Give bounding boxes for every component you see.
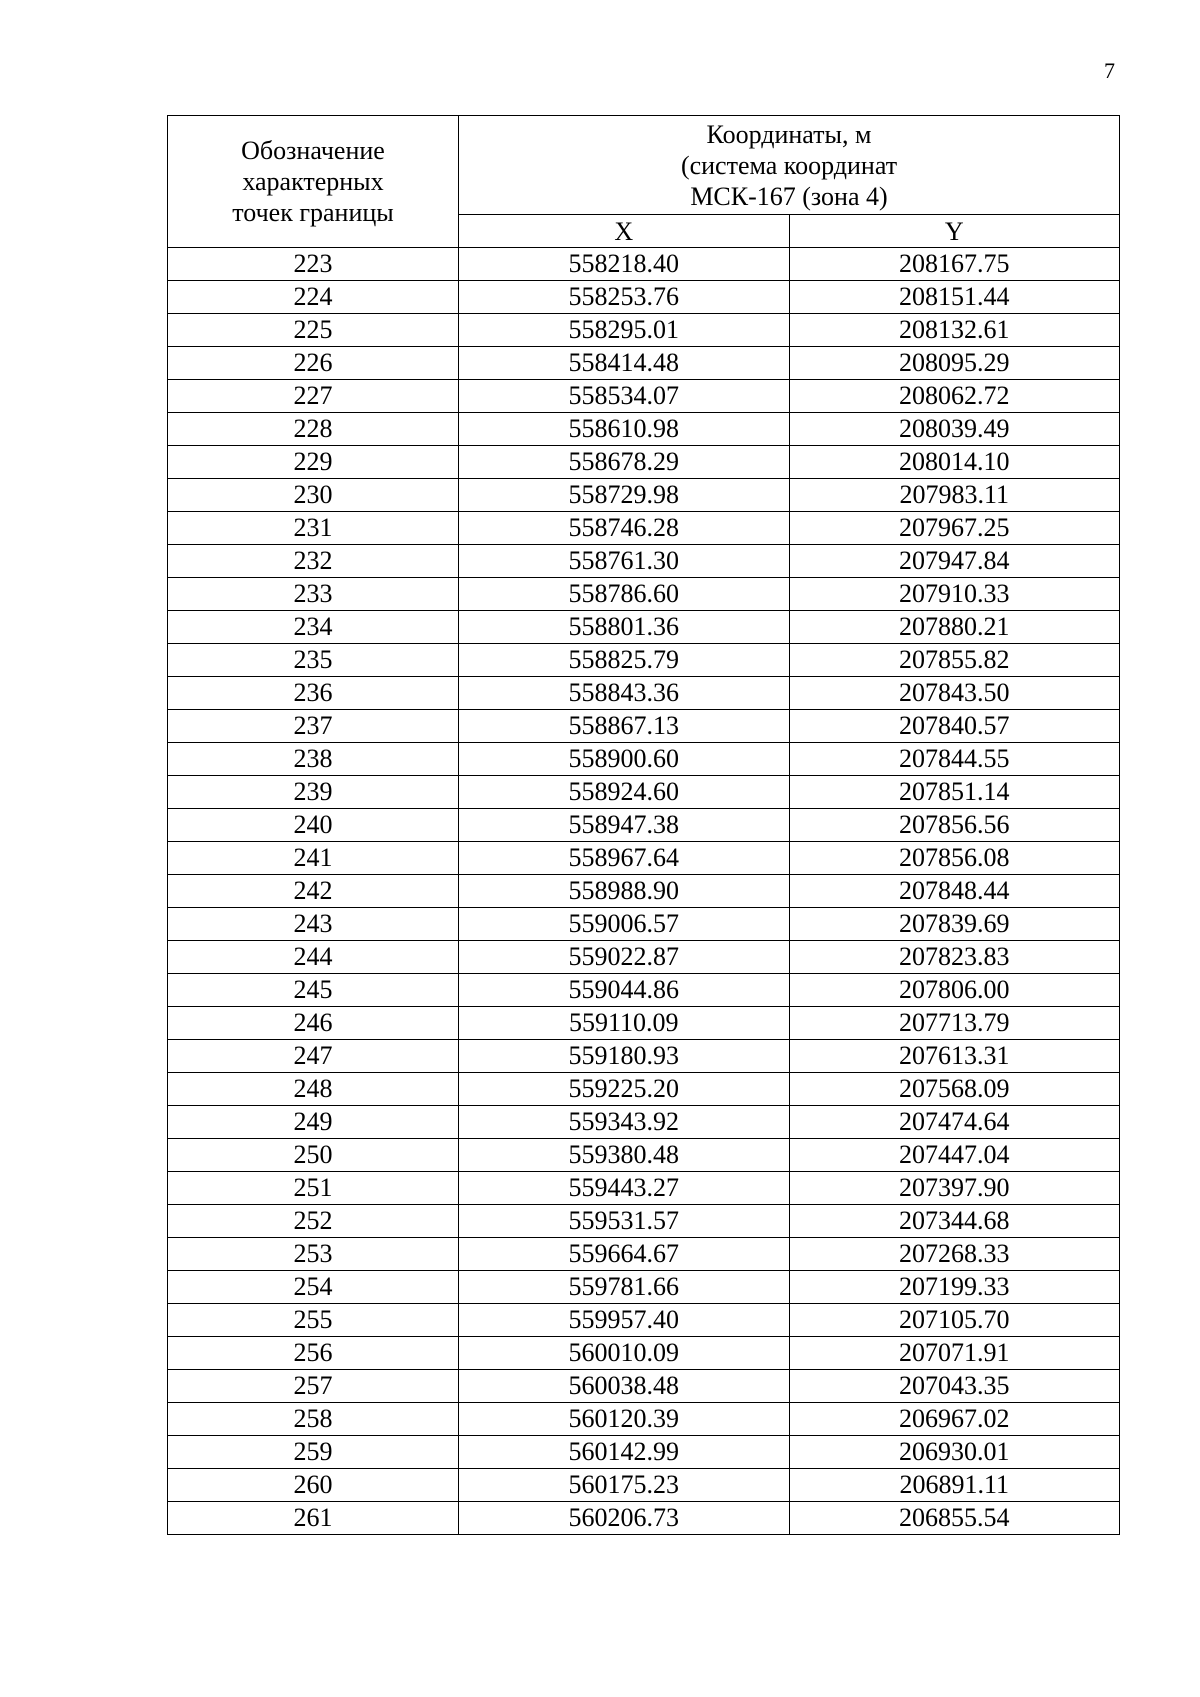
x-coordinate-cell: 558947.38 bbox=[459, 809, 790, 842]
table-row bbox=[168, 644, 1120, 677]
y-coordinate-cell: 207474.64 bbox=[789, 1106, 1120, 1139]
table-row bbox=[168, 578, 1120, 611]
point-cell: 253 bbox=[168, 1238, 459, 1271]
header-row-top bbox=[168, 116, 1120, 215]
point-cell: 252 bbox=[168, 1205, 459, 1238]
table-row bbox=[168, 974, 1120, 1007]
x-coordinate-cell: 560038.48 bbox=[459, 1370, 790, 1403]
y-coordinate-cell: 207967.25 bbox=[789, 512, 1120, 545]
table-row bbox=[168, 347, 1120, 380]
x-coordinate-cell: 558761.30 bbox=[459, 545, 790, 578]
y-coordinate-cell: 207268.33 bbox=[789, 1238, 1120, 1271]
x-coordinate-cell: 559110.09 bbox=[459, 1007, 790, 1040]
x-coordinate-cell: 559957.40 bbox=[459, 1304, 790, 1337]
table-row bbox=[168, 1007, 1120, 1040]
table-row bbox=[168, 1172, 1120, 1205]
x-coordinate-cell: 558414.48 bbox=[459, 347, 790, 380]
point-cell: 227 bbox=[168, 380, 459, 413]
table-body bbox=[168, 248, 1120, 1535]
point-cell: 254 bbox=[168, 1271, 459, 1304]
y-coordinate-cell: 207851.14 bbox=[789, 776, 1120, 809]
y-coordinate-cell: 208062.72 bbox=[789, 380, 1120, 413]
point-cell: 235 bbox=[168, 644, 459, 677]
y-coordinate-cell: 207855.82 bbox=[789, 644, 1120, 677]
x-coordinate-cell: 558786.60 bbox=[459, 578, 790, 611]
x-coordinate-cell: 559225.20 bbox=[459, 1073, 790, 1106]
x-coordinate-cell: 559006.57 bbox=[459, 908, 790, 941]
table-row bbox=[168, 512, 1120, 545]
table-row bbox=[168, 875, 1120, 908]
table-row bbox=[168, 677, 1120, 710]
y-coordinate-cell: 207806.00 bbox=[789, 974, 1120, 1007]
point-cell: 250 bbox=[168, 1139, 459, 1172]
x-coordinate-cell: 559781.66 bbox=[459, 1271, 790, 1304]
y-coordinate-cell: 207613.31 bbox=[789, 1040, 1120, 1073]
table-row bbox=[168, 908, 1120, 941]
y-coordinate-cell: 207568.09 bbox=[789, 1073, 1120, 1106]
point-cell: 260 bbox=[168, 1469, 459, 1502]
x-coordinate-cell: 558295.01 bbox=[459, 314, 790, 347]
y-coordinate-cell: 206930.01 bbox=[789, 1436, 1120, 1469]
table-row bbox=[168, 1337, 1120, 1370]
y-coordinate-cell: 207983.11 bbox=[789, 479, 1120, 512]
x-coordinate-cell: 558253.76 bbox=[459, 281, 790, 314]
table-row bbox=[168, 1436, 1120, 1469]
coords-header-line: МСК-167 (зона 4) bbox=[690, 181, 888, 211]
y-coordinate-cell: 206967.02 bbox=[789, 1403, 1120, 1436]
y-coordinate-cell: 207105.70 bbox=[789, 1304, 1120, 1337]
y-coordinate-cell: 207856.08 bbox=[789, 842, 1120, 875]
table-row bbox=[168, 1370, 1120, 1403]
x-coordinate-cell: 558825.79 bbox=[459, 644, 790, 677]
point-cell: 261 bbox=[168, 1502, 459, 1535]
point-cell: 239 bbox=[168, 776, 459, 809]
point-cell: 238 bbox=[168, 743, 459, 776]
x-coordinate-cell: 558610.98 bbox=[459, 413, 790, 446]
table-row bbox=[168, 1502, 1120, 1535]
x-coordinate-cell: 559380.48 bbox=[459, 1139, 790, 1172]
y-coordinate-cell: 207344.68 bbox=[789, 1205, 1120, 1238]
point-cell: 231 bbox=[168, 512, 459, 545]
point-cell: 229 bbox=[168, 446, 459, 479]
coords-header-line: (система координат bbox=[680, 150, 898, 180]
y-coordinate-cell: 207848.44 bbox=[789, 875, 1120, 908]
x-coordinate-cell: 560175.23 bbox=[459, 1469, 790, 1502]
point-cell: 240 bbox=[168, 809, 459, 842]
x-coordinate-cell: 559443.27 bbox=[459, 1172, 790, 1205]
point-cell: 249 bbox=[168, 1106, 459, 1139]
x-coordinate-cell: 558867.13 bbox=[459, 710, 790, 743]
point-cell: 258 bbox=[168, 1403, 459, 1436]
point-cell: 242 bbox=[168, 875, 459, 908]
x-coordinate-cell: 558801.36 bbox=[459, 611, 790, 644]
y-coordinate-cell: 207071.91 bbox=[789, 1337, 1120, 1370]
y-coordinate-cell: 207843.50 bbox=[789, 677, 1120, 710]
point-cell: 259 bbox=[168, 1436, 459, 1469]
y-coordinate-cell: 207910.33 bbox=[789, 578, 1120, 611]
table-row bbox=[168, 743, 1120, 776]
point-cell: 248 bbox=[168, 1073, 459, 1106]
y-coordinate-cell: 208039.49 bbox=[789, 413, 1120, 446]
y-coordinate-cell: 207397.90 bbox=[789, 1172, 1120, 1205]
point-cell: 224 bbox=[168, 281, 459, 314]
x-coordinate-cell: 558218.40 bbox=[459, 248, 790, 281]
table-row bbox=[168, 281, 1120, 314]
y-coordinate-cell: 207447.04 bbox=[789, 1139, 1120, 1172]
y-coordinate-cell: 207839.69 bbox=[789, 908, 1120, 941]
y-coordinate-cell: 208095.29 bbox=[789, 347, 1120, 380]
point-cell: 247 bbox=[168, 1040, 459, 1073]
table-row bbox=[168, 1139, 1120, 1172]
table-row bbox=[168, 611, 1120, 644]
table-header bbox=[168, 116, 1120, 248]
table-row bbox=[168, 842, 1120, 875]
point-cell: 225 bbox=[168, 314, 459, 347]
table-row bbox=[168, 1238, 1120, 1271]
point-cell: 244 bbox=[168, 941, 459, 974]
table-row bbox=[168, 1271, 1120, 1304]
table-row bbox=[168, 1304, 1120, 1337]
x-coordinate-cell: 560142.99 bbox=[459, 1436, 790, 1469]
point-cell: 241 bbox=[168, 842, 459, 875]
table-row bbox=[168, 776, 1120, 809]
x-coordinate-cell: 559531.57 bbox=[459, 1205, 790, 1238]
table-row bbox=[168, 1205, 1120, 1238]
page-number: 7 bbox=[1104, 58, 1115, 83]
table-row bbox=[168, 413, 1120, 446]
x-coordinate-cell: 558534.07 bbox=[459, 380, 790, 413]
table-row bbox=[168, 479, 1120, 512]
y-coordinate-cell: 207823.83 bbox=[789, 941, 1120, 974]
point-cell: 230 bbox=[168, 479, 459, 512]
x-coordinate-cell: 559664.67 bbox=[459, 1238, 790, 1271]
point-cell: 255 bbox=[168, 1304, 459, 1337]
x-coordinate-cell: 560010.09 bbox=[459, 1337, 790, 1370]
x-coordinate-cell: 558678.29 bbox=[459, 446, 790, 479]
y-column-header: Y bbox=[789, 215, 1120, 248]
point-cell: 234 bbox=[168, 611, 459, 644]
x-coordinate-cell: 560120.39 bbox=[459, 1403, 790, 1436]
coords-header-line: Координаты, м bbox=[706, 119, 872, 149]
x-coordinate-cell: 558967.64 bbox=[459, 842, 790, 875]
x-coordinate-cell: 560206.73 bbox=[459, 1502, 790, 1535]
y-coordinate-cell: 208151.44 bbox=[789, 281, 1120, 314]
x-coordinate-cell: 558900.60 bbox=[459, 743, 790, 776]
table-row bbox=[168, 314, 1120, 347]
y-coordinate-cell: 206855.54 bbox=[789, 1502, 1120, 1535]
x-coordinate-cell: 559343.92 bbox=[459, 1106, 790, 1139]
point-cell: 256 bbox=[168, 1337, 459, 1370]
point-header-line: Обозначение bbox=[241, 136, 385, 165]
table-row bbox=[168, 941, 1120, 974]
y-coordinate-cell: 207947.84 bbox=[789, 545, 1120, 578]
point-cell: 236 bbox=[168, 677, 459, 710]
point-header-line: точек границы bbox=[232, 198, 394, 227]
table-row bbox=[168, 248, 1120, 281]
table-row bbox=[168, 809, 1120, 842]
point-cell: 246 bbox=[168, 1007, 459, 1040]
y-coordinate-cell: 207844.55 bbox=[789, 743, 1120, 776]
y-coordinate-cell: 208167.75 bbox=[789, 248, 1120, 281]
coordinates-group-header bbox=[459, 116, 1120, 215]
point-cell: 251 bbox=[168, 1172, 459, 1205]
x-column-header: X bbox=[459, 215, 790, 248]
point-cell: 226 bbox=[168, 347, 459, 380]
y-coordinate-cell: 208014.10 bbox=[789, 446, 1120, 479]
y-coordinate-cell: 207856.56 bbox=[789, 809, 1120, 842]
y-coordinate-cell: 207043.35 bbox=[789, 1370, 1120, 1403]
point-cell: 257 bbox=[168, 1370, 459, 1403]
x-coordinate-cell: 558729.98 bbox=[459, 479, 790, 512]
point-designation-header bbox=[168, 116, 459, 248]
point-cell: 237 bbox=[168, 710, 459, 743]
point-cell: 233 bbox=[168, 578, 459, 611]
coordinates-table bbox=[167, 115, 1120, 1535]
table-row bbox=[168, 1040, 1120, 1073]
y-coordinate-cell: 207880.21 bbox=[789, 611, 1120, 644]
y-coordinate-cell: 206891.11 bbox=[789, 1469, 1120, 1502]
point-cell: 228 bbox=[168, 413, 459, 446]
x-coordinate-cell: 558924.60 bbox=[459, 776, 790, 809]
table-row bbox=[168, 1403, 1120, 1436]
table-row bbox=[168, 545, 1120, 578]
y-coordinate-cell: 207840.57 bbox=[789, 710, 1120, 743]
x-coordinate-cell: 558988.90 bbox=[459, 875, 790, 908]
x-coordinate-cell: 558843.36 bbox=[459, 677, 790, 710]
x-coordinate-cell: 558746.28 bbox=[459, 512, 790, 545]
x-coordinate-cell: 559044.86 bbox=[459, 974, 790, 1007]
point-cell: 232 bbox=[168, 545, 459, 578]
point-header-line: характерных bbox=[242, 167, 384, 196]
table-row bbox=[168, 1469, 1120, 1502]
y-coordinate-cell: 207199.33 bbox=[789, 1271, 1120, 1304]
table-row bbox=[168, 1073, 1120, 1106]
point-cell: 245 bbox=[168, 974, 459, 1007]
table-row bbox=[168, 380, 1120, 413]
x-coordinate-cell: 559022.87 bbox=[459, 941, 790, 974]
point-cell: 243 bbox=[168, 908, 459, 941]
table-row bbox=[168, 1106, 1120, 1139]
x-coordinate-cell: 559180.93 bbox=[459, 1040, 790, 1073]
table-row bbox=[168, 446, 1120, 479]
y-coordinate-cell: 208132.61 bbox=[789, 314, 1120, 347]
point-cell: 223 bbox=[168, 248, 459, 281]
y-coordinate-cell: 207713.79 bbox=[789, 1007, 1120, 1040]
table-row bbox=[168, 710, 1120, 743]
